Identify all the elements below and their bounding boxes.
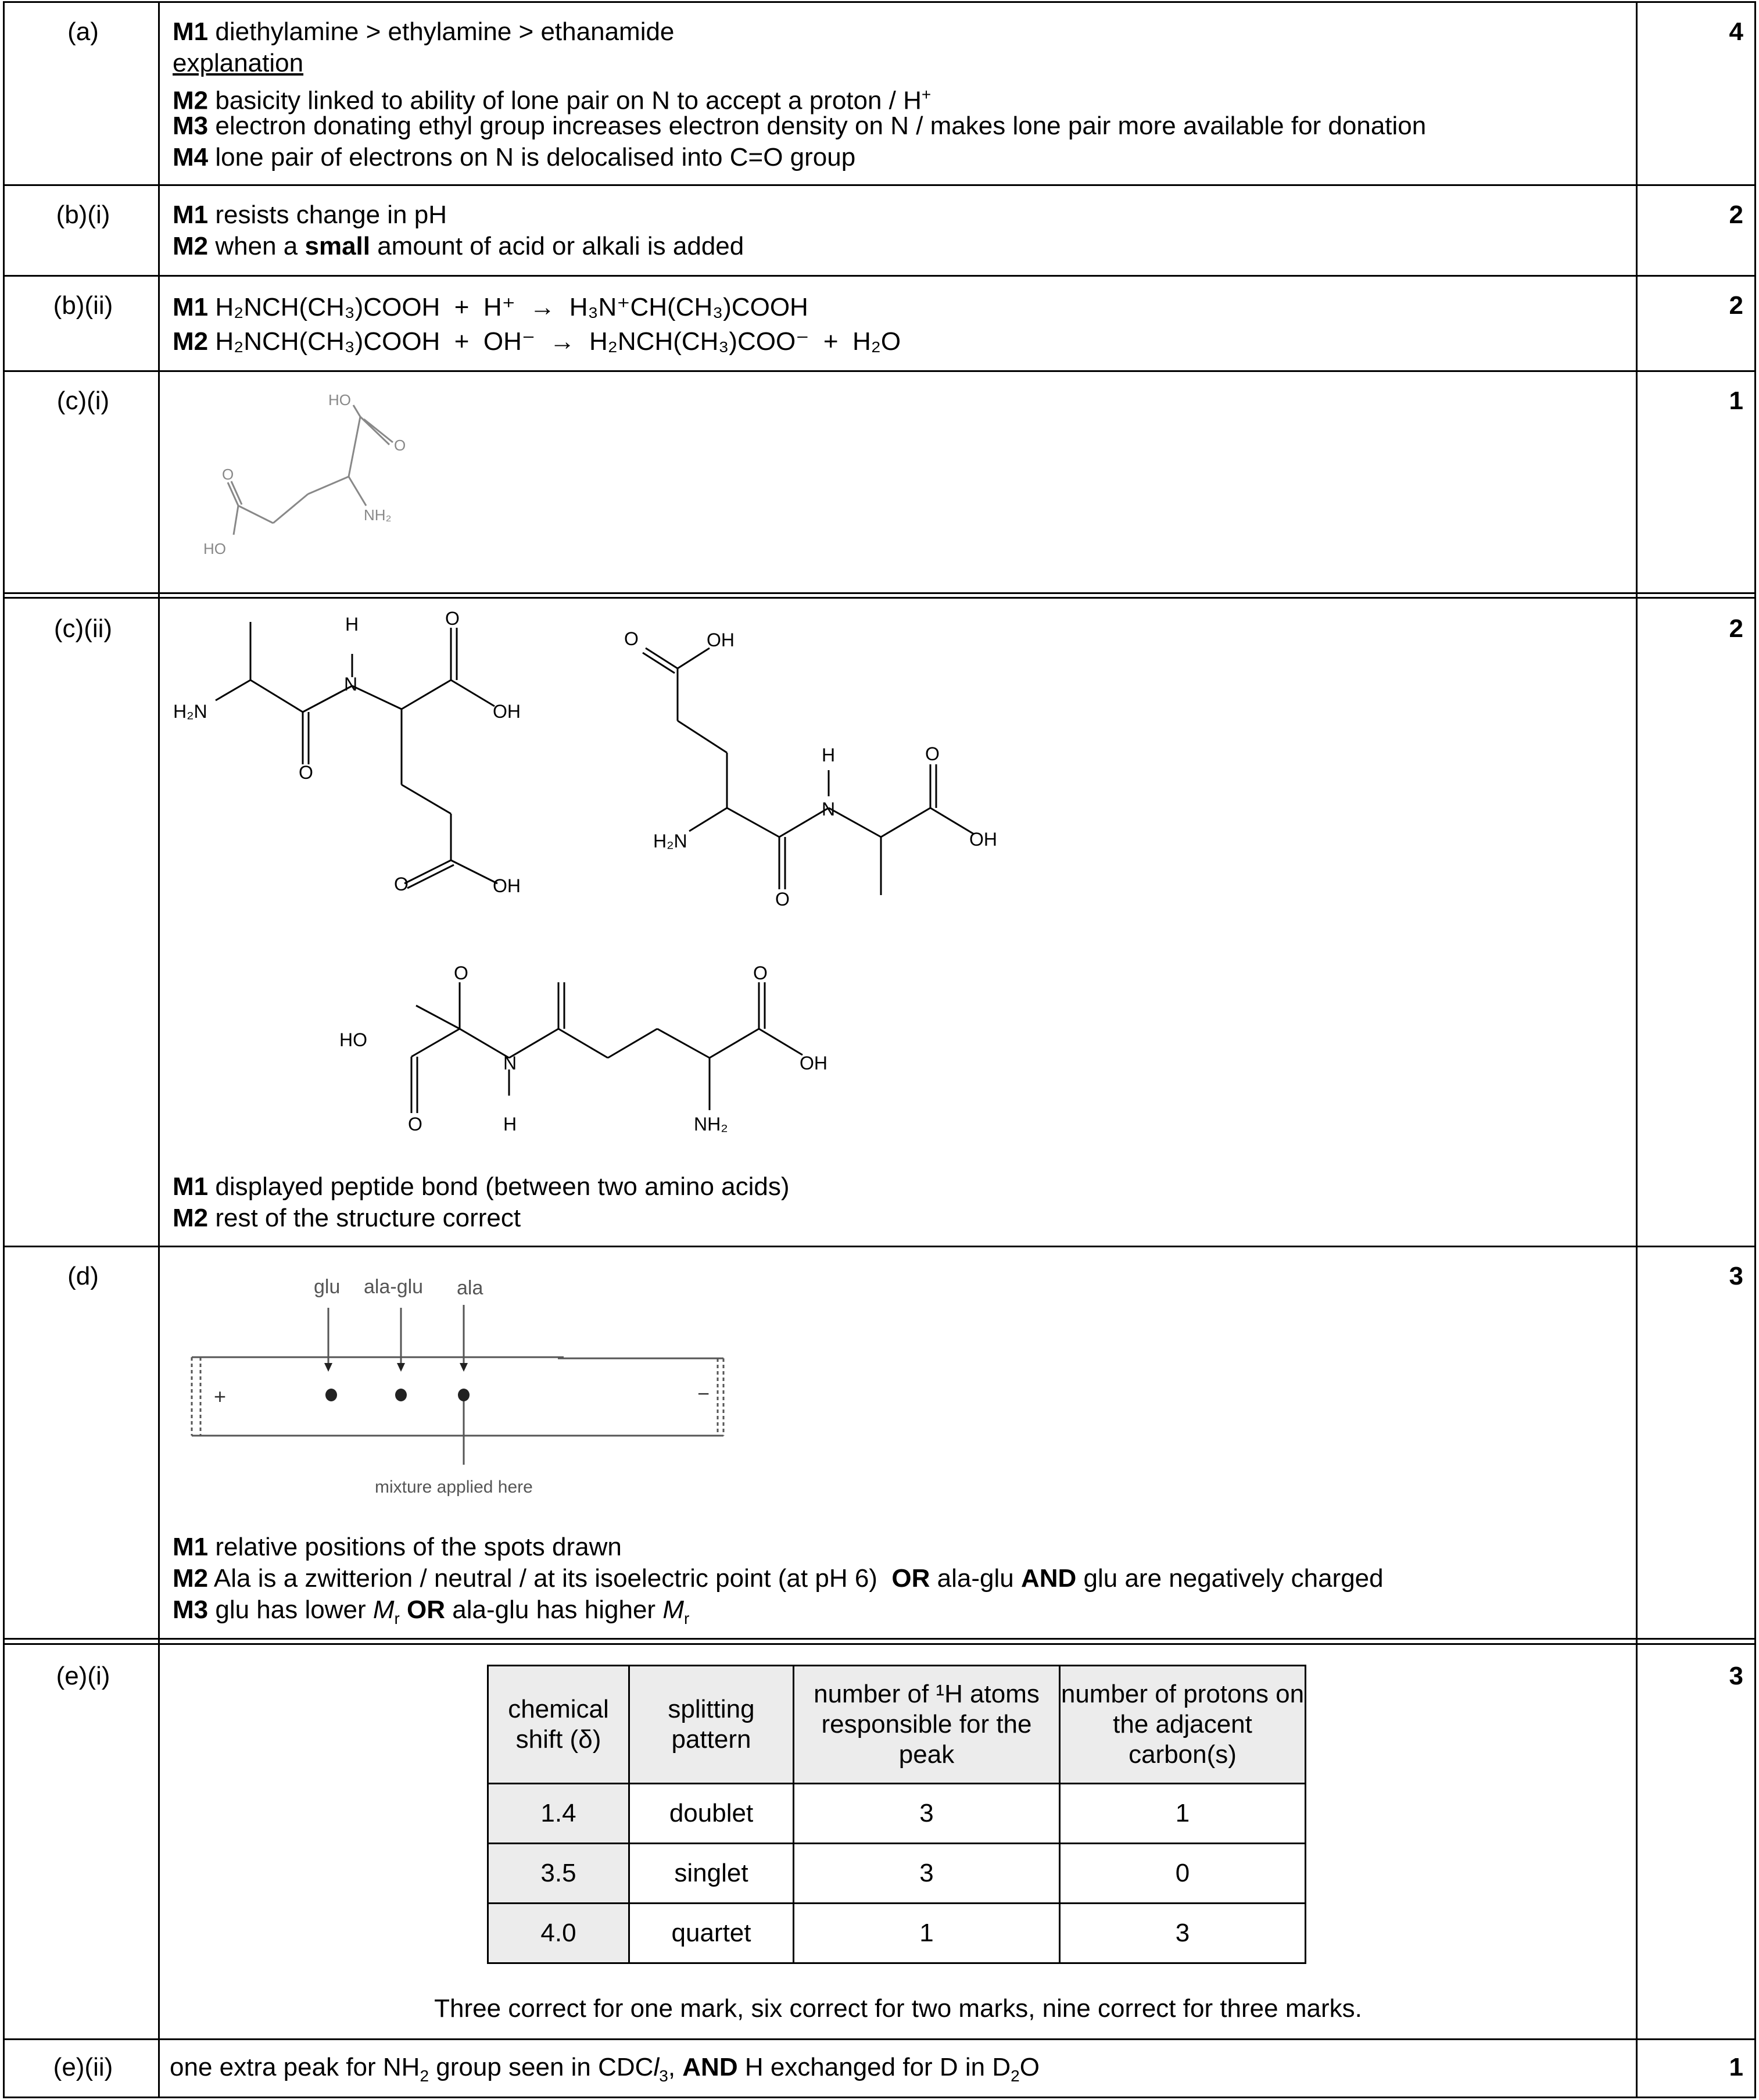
atom-label: NH₂ [694, 1114, 728, 1135]
question-label: (b)(i) [56, 201, 110, 229]
spot-label-ala-glu: ala-glu [364, 1276, 424, 1298]
table-cell: doublet [629, 1784, 794, 1844]
spot-label-glu: glu [314, 1276, 341, 1298]
atom-label: N [344, 674, 358, 695]
atom-label: O [454, 963, 468, 983]
marks: 1 [1729, 2053, 1743, 2081]
atom-label: H₂N [653, 831, 687, 852]
electrophoresis-diagram [186, 1264, 744, 1508]
atom-label: O [775, 889, 790, 910]
answer-line: M3 electron donating ethyl group increases electron density on N / makes lone pair more available for donation [173, 112, 1427, 140]
marking-note: Three correct for one mark, six correct for two marks, nine correct for three marks. [434, 1994, 1362, 2023]
answer-line: one extra peak for $NH_2$ group seen in CDCl$_3$, AND H exchanged for D in $D_2O$ [170, 2053, 1040, 2085]
divider-bii-ci [3, 370, 1756, 372]
answer-line: M2 Ala is a zwitterion / neutral / at its isoelectric point (at pH 6) OR ala-glu AND glu are negatively charged [173, 1564, 1384, 1593]
dipeptide-structures [160, 604, 1032, 1151]
question-label: (c)(i) [56, 387, 110, 415]
atom-label: HO [203, 540, 226, 557]
divider-a-bi [3, 184, 1756, 186]
atom-label: O [925, 743, 940, 764]
atom-label: O [299, 762, 313, 783]
divider-cii-d [3, 1246, 1756, 1247]
border-right [1754, 1, 1756, 2098]
marks: 1 [1729, 387, 1743, 415]
applied-label: mixture applied here [375, 1477, 533, 1497]
divider-ci-cii-2 [3, 597, 1756, 599]
table-cell: quartet [629, 1904, 794, 1963]
atom-label: NH₂ [364, 506, 392, 524]
cathode-sign: − [697, 1382, 710, 1405]
atom-label: OH [493, 701, 521, 722]
divider-mark-col [1636, 1, 1638, 2098]
divider-bi-bii [3, 275, 1756, 277]
answer-line: M1 resists change in pH [173, 201, 447, 229]
table-row [488, 1784, 1306, 1844]
divider-ei-eii [3, 2038, 1756, 2040]
column-header: chemical shift (δ) [488, 1666, 629, 1784]
atom-label: OH [707, 629, 735, 650]
atom-label: H [822, 745, 836, 765]
atom-label: O [222, 466, 234, 483]
atom-label: O [753, 963, 768, 983]
table-header-row [488, 1666, 1306, 1784]
divider-d-ei-2 [3, 1643, 1756, 1645]
divider-d-ei-1 [3, 1638, 1756, 1640]
table-cell: 1 [794, 1904, 1060, 1963]
atom-label: O [394, 437, 406, 454]
question-label: (d) [67, 1262, 99, 1290]
answer-line: M1 diethylamine > ethylamine > ethanamide [173, 17, 675, 46]
answer-line: M3 glu has lower $M_r$ OR ala-glu has higher $M_r$ [173, 1595, 690, 1627]
atom-label: O [408, 1114, 422, 1135]
nmr-table [487, 1665, 1306, 1964]
atom-label: H [503, 1114, 517, 1135]
answer-line: M1 displayed peptide bond (between two amino acids) [173, 1172, 790, 1201]
anode-sign: + [214, 1385, 227, 1408]
table-cell: 0 [1060, 1844, 1306, 1904]
table-cell: 4.0 [488, 1904, 629, 1963]
atom-label: OH [969, 829, 997, 850]
question-label: (e)(ii) [53, 2053, 113, 2081]
table-cell: 1.4 [488, 1784, 629, 1844]
answer-line: M1 relative positions of the spots drawn [173, 1533, 622, 1561]
answer-line: M2 rest of the structure correct [173, 1204, 521, 1232]
border-top [3, 1, 1756, 3]
table-row [488, 1844, 1306, 1904]
marks: 2 [1729, 201, 1743, 229]
answer-line: M2 basicity linked to ability of lone pair on N to accept a proton / H+ [173, 85, 932, 115]
atom-label: O [445, 608, 460, 629]
question-label: (e)(i) [56, 1662, 110, 1690]
marks: 4 [1729, 17, 1743, 46]
equation-line: M1 H₂NCH(CH₃)COOH + H⁺ → H₃N⁺CH(CH₃)COOH [173, 293, 808, 321]
atom-label: H₂N [173, 701, 207, 722]
table-cell: 3 [794, 1844, 1060, 1904]
table-cell: 3 [1060, 1904, 1306, 1963]
atom-label: HO [339, 1029, 367, 1050]
atom-label: OH [800, 1053, 827, 1074]
divider-ci-cii-1 [3, 592, 1756, 594]
table-cell: 1 [1060, 1784, 1306, 1844]
answer-line: M2 when a small amount of acid or alkali is added [173, 232, 744, 260]
column-header: number of ¹H atoms responsible for the peak [794, 1666, 1060, 1784]
spot-label-ala: ala [457, 1277, 483, 1299]
marks: 3 [1729, 1662, 1743, 1690]
column-header: splitting pattern [629, 1666, 794, 1784]
table-cell: 3 [794, 1784, 1060, 1844]
atom-label: N [822, 799, 836, 820]
question-label: (a) [67, 17, 99, 46]
column-header: number of protons on the adjacent carbon(s) [1060, 1666, 1306, 1784]
marks: 3 [1729, 1262, 1743, 1290]
marks: 2 [1729, 291, 1743, 320]
table-row [488, 1904, 1306, 1963]
equation-line: M2 H₂NCH(CH₃)COOH + OH⁻ → H₂NCH(CH₃)COO⁻ + H₂O [173, 327, 901, 356]
atom-label: O [624, 628, 639, 649]
atom-label: N [503, 1053, 517, 1074]
question-label: (c)(ii) [53, 614, 113, 643]
atom-label: OH [493, 875, 521, 896]
glutamic-acid-structure [192, 387, 436, 573]
atom-label: H [345, 614, 359, 635]
border-bottom [3, 2097, 1756, 2098]
table-cell: 3.5 [488, 1844, 629, 1904]
atom-label: HO [328, 391, 351, 409]
answer-line: M4 lone pair of electrons on N is delocalised into C=O group [173, 143, 856, 171]
explanation-heading: explanation [173, 49, 304, 77]
atom-label: O [394, 874, 409, 895]
marks: 2 [1729, 614, 1743, 643]
table-cell: singlet [629, 1844, 794, 1904]
question-label: (b)(ii) [53, 291, 113, 320]
